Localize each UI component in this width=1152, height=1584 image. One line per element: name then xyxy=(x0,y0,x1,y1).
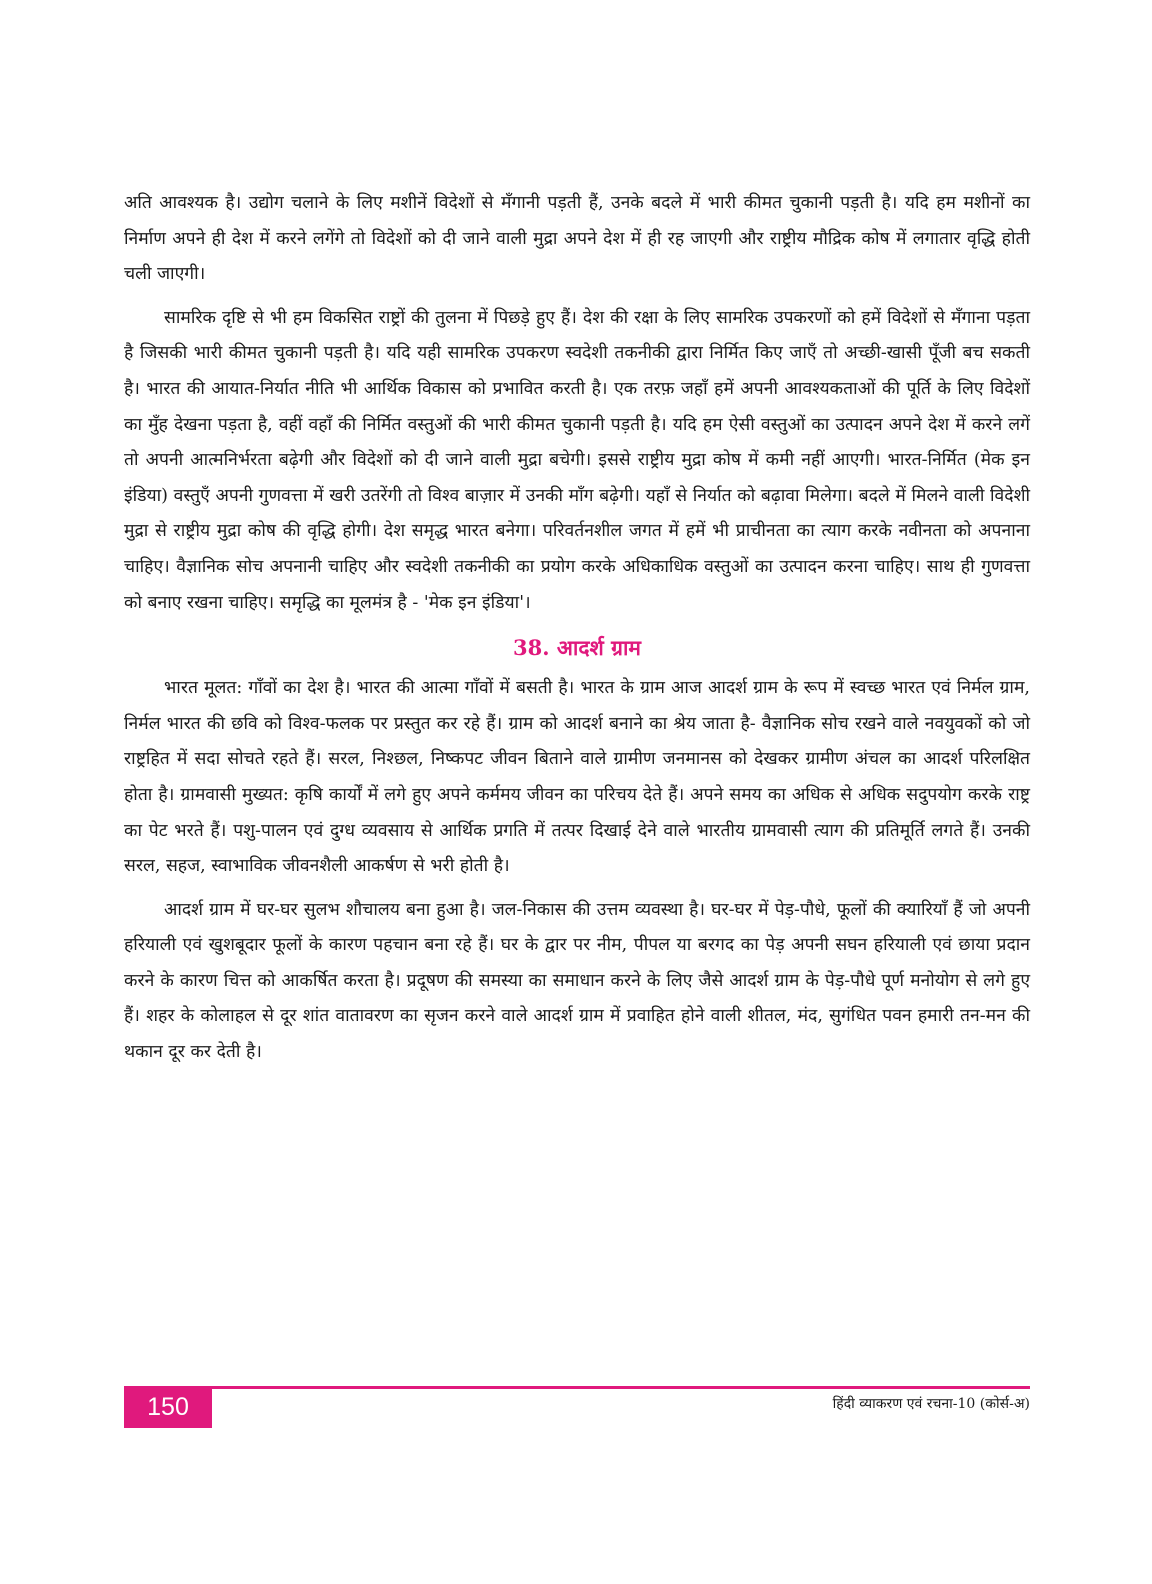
paragraph-village-features: आदर्श ग्राम में घर-घर सुलभ शौचालय बना हुआ है। जल-निकास की उत्तम व्यवस्था है। घर-घर में पेड़-पौधे, फूलों की क्यारियाँ हैं जो अपनी हरियाली एवं खुशबूदार फूलों के कारण पहचान बना रहे हैं। घर के द्वार पर नीम, पीपल या बरगद का पेड़ अपनी सघन हरियाली एवं छाया प्रदान करने के कारण चित्त को आकर्षित करता है। प्रदूषण की समस्या का समाधान करने के लिए जैसे आदर्श ग्राम के पेड़-पौधे पूर्ण मनोयोग से लगे हुए हैं। शहर के कोलाहल से दूर शांत वातावरण का सृजन करने वाले आदर्श ग्राम में प्रवाहित होने वाली शीतल, मंद, सुगंधित पवन हमारी तन-मन की थकान दूर कर देती है। xyxy=(124,899,1030,1063)
page-number: 150 xyxy=(124,1386,212,1428)
page-content xyxy=(124,186,1030,1071)
section-title: 38. आदर्श ग्राम xyxy=(513,635,641,661)
paragraph-village-intro: भारत मूलत: गाँवों का देश है। भारत की आत्मा गाँवों में बसती है। भारत के ग्राम आज आदर्श ग्राम के रूप में स्वच्छ भारत एवं निर्मल ग्राम, निर्मल भारत की छवि को विश्व-फलक पर प्रस्तुत कर रहे हैं। ग्राम को आदर्श बनाने का श्रेय जाता है- वैज्ञानिक सोच रखने वाले नवयुवकों को जो राष्ट्रहित में सदा सोचते रहते हैं। सरल, निश्छल, निष्कपट जीवन बिताने वाले ग्रामीण जनमानस को देखकर ग्रामीण अंचल का आदर्श परिलक्षित होता है। ग्रामवासी मुख्यत: कृषि कार्यों में लगे हुए अपने कर्ममय जीवन का परिचय देते हैं। अपने समय का अधिक से अधिक सदुपयोग करके राष्ट्र का पेट भरते हैं। पशु-पालन एवं दुग्ध व्यवसाय से आर्थिक प्रगति में तत्पर दिखाई देने वाले भारतीय ग्रामवासी त्याग की प्रतिमूर्ति लगते हैं। उनकी सरल, सहज, स्वाभाविक जीवनशैली आकर्षण से भरी होती है। xyxy=(124,678,1030,877)
paragraph-strategic: सामरिक दृष्टि से भी हम विकसित राष्ट्रों की तुलना में पिछड़े हुए हैं। देश की रक्षा के लिए सामरिक उपकरणों को हमें विदेशों से मँगाना पड़ता है जिसकी भारी कीमत चुकानी पड़ती है। यदि यही सामरिक उपकरण स्वदेशी तकनीकी द्वारा निर्मित किए जाएँ तो अच्छी-खासी पूँजी बच सकती है। भारत की आयात-निर्यात नीति भी आर्थिक विकास को प्रभावित करती है। एक तरफ़ जहाँ हमें अपनी आवश्यकताओं की पूर्ति के लिए विदेशों का मुँह देखना पड़ता है, वहीं वहाँ की निर्मित वस्तुओं की भारी कीमत चुकानी पड़ती है। यदि हम ऐसी वस्तुओं का उत्पादन अपने देश में करने लगें तो अपनी आत्मनिर्भरता बढ़ेगी और विदेशों को दी जाने वाली मुद्रा बचेगी। इससे राष्ट्रीय मुद्रा कोष में कमी नहीं आएगी। भारत-निर्मित (मेक इन इंडिया) वस्तुएँ अपनी गुणवत्ता में खरी उतरेंगी तो विश्व बाज़ार में उनकी माँग बढ़ेगी। यहाँ से निर्यात को बढ़ावा मिलेगा। बदले में मिलने वाली विदेशी मुद्रा से राष्ट्रीय मुद्रा कोष की वृद्धि होगी। देश समृद्ध भारत बनेगा। परिवर्तनशील जगत में हमें भी प्राचीनता का त्याग करके नवीनता को अपनाना चाहिए। वैज्ञानिक सोच अपनानी चाहिए और स्वदेशी तकनीकी का प्रयोग करके अधिकाधिक वस्तुओं का उत्पादन करना चाहिए। साथ ही गुणवत्ता को बनाए रखना चाहिए। समृद्धि का मूलमंत्र है - 'मेक इन इंडिया'। xyxy=(124,307,1030,613)
page-footer xyxy=(124,1386,1030,1428)
footer-rule xyxy=(124,1386,1030,1389)
paragraph-continued: अति आवश्यक है। उद्योग चलाने के लिए मशीनें विदेशों से मँगानी पड़ती हैं, उनके बदले में भारी कीमत चुकानी पड़ती है। यदि हम मशीनों का निर्माण अपने ही देश में करने लगेंगे तो विदेशों को दी जाने वाली मुद्रा अपने देश में ही रह जाएगी और राष्ट्रीय मौद्रिक कोष में लगातार वृद्धि होती चली जाएगी। xyxy=(124,193,1030,285)
book-title: हिंदी व्याकरण एवं रचना-10 (कोर्स-अ) xyxy=(832,1396,1030,1412)
